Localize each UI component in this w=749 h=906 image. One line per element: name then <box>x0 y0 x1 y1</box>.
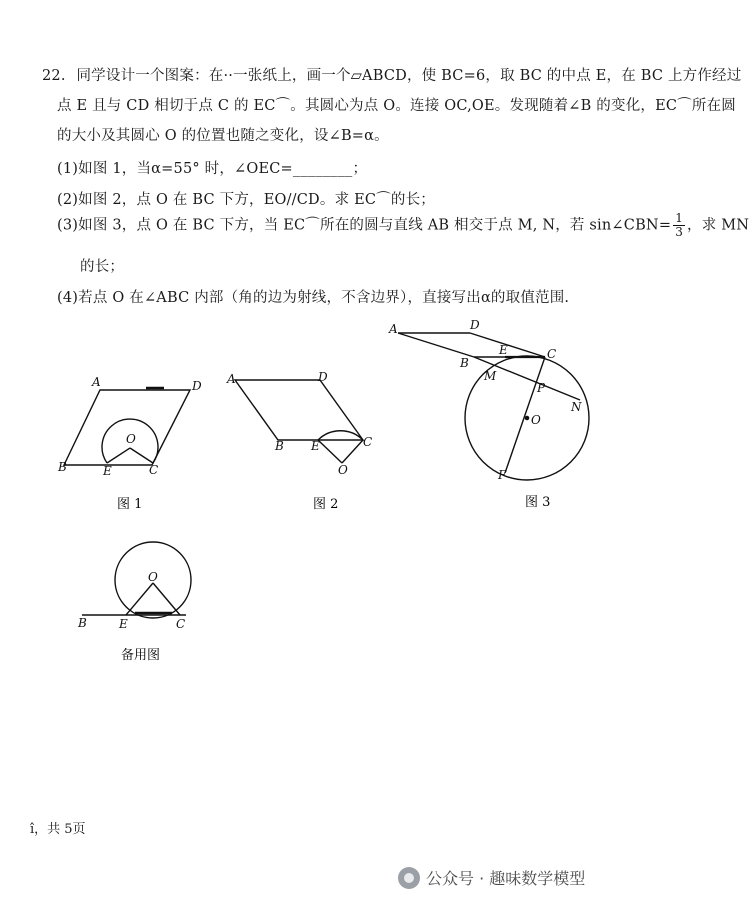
figure-3 <box>398 333 589 480</box>
fig1-parallelogram <box>64 390 190 465</box>
fig2-label-e: E <box>311 439 320 453</box>
fig1-label-o: O <box>126 432 136 446</box>
question-3-continued: 的长； <box>80 259 125 275</box>
watermark <box>398 866 585 889</box>
spare-label-c: C <box>176 617 186 631</box>
fig1-label-d: D <box>192 379 202 393</box>
fig3-caption: 图 3 <box>525 495 551 510</box>
fig3-label-o: O <box>531 413 541 427</box>
fig3-label-e: E <box>499 343 508 357</box>
fig2-segment-oe <box>318 440 342 463</box>
fig3-label-n: N <box>571 400 582 414</box>
fig2-caption: 图 2 <box>313 497 339 512</box>
fig3-label-c: C <box>547 347 557 361</box>
spare-segment-oe <box>126 583 153 615</box>
fig3-label-b: B <box>460 356 469 370</box>
question-4: (4)若点 O 在∠ABC 内部（角的边为射线，不含边界），直接写出α的取值范围. <box>57 290 570 306</box>
problem-line-2: 点 E 且与 CD 相切于点 C 的 EC⌒。其圆心为点 O。连接 OC,OE。发现随着∠B 的变化，EC⌒所在圆 <box>57 98 736 114</box>
fraction-numerator: 1 <box>675 211 684 225</box>
spare-caption: 备用图 <box>121 648 161 663</box>
spare-label-b: B <box>78 616 87 630</box>
question-1: (1)如图 1，当α=55° 时，∠OEC=________； <box>57 161 368 177</box>
fig1-label-b: B <box>58 460 67 474</box>
fig3-label-p: P <box>537 381 546 395</box>
fig1-caption: 图 1 <box>117 497 143 512</box>
figure-1 <box>64 388 190 465</box>
problem-number: 22. <box>42 68 66 84</box>
fig1-segment-oc <box>130 448 153 463</box>
fig3-line-ab <box>398 333 474 357</box>
fig2-label-a: A <box>227 372 236 386</box>
question-3-text-b: ，求 MN <box>687 217 749 234</box>
fig2-label-o: O <box>338 463 348 477</box>
fig1-label-e: E <box>103 464 112 478</box>
spare-segment-oc <box>153 583 180 615</box>
fig2-label-d: D <box>318 370 328 384</box>
watermark-text: 公众号 · 趣味数学模型 <box>426 869 586 888</box>
problem-line-1-text: 同学设计一个图案：在··一张纸上，画一个▱ABCD，使 BC=6，取 BC 的中点 E，在 BC 上方作经过 <box>76 68 742 84</box>
fig1-label-c: C <box>149 463 159 477</box>
fig3-center-dot <box>525 416 528 419</box>
question-2: (2)如图 2，点 O 在 BC 下方，EO//CD。求 EC⌒的长； <box>57 192 435 208</box>
fraction-one-third <box>673 212 685 239</box>
fig3-label-a: A <box>389 322 398 336</box>
fig1-label-a: A <box>92 375 101 389</box>
question-3-text-a: (3)如图 3，点 O 在 BC 下方，当 EC⌒所在的圆与直线 AB 相交于点 M, N，若 sin∠CBN= <box>57 217 672 234</box>
wechat-icon <box>398 867 420 889</box>
spare-label-e: E <box>119 617 128 631</box>
fig1-segment-oe <box>107 448 130 463</box>
figure-2 <box>235 380 363 463</box>
spare-label-o: O <box>148 570 158 584</box>
fig2-arc <box>318 431 363 440</box>
fig2-label-c: C <box>363 435 373 449</box>
fig2-segment-oc <box>342 440 363 463</box>
fig3-label-m: M <box>484 369 497 383</box>
fraction-denominator: 3 <box>675 225 684 239</box>
fig2-label-b: B <box>275 439 284 453</box>
page-footer: î，共 5页 <box>30 822 86 837</box>
fig3-label-f: F <box>498 468 507 482</box>
fig3-label-d: D <box>470 318 480 332</box>
figure-spare <box>82 542 191 618</box>
problem-line-3: 的大小及其圆心 O 的位置也随之变化，设∠B=α。 <box>57 128 389 144</box>
